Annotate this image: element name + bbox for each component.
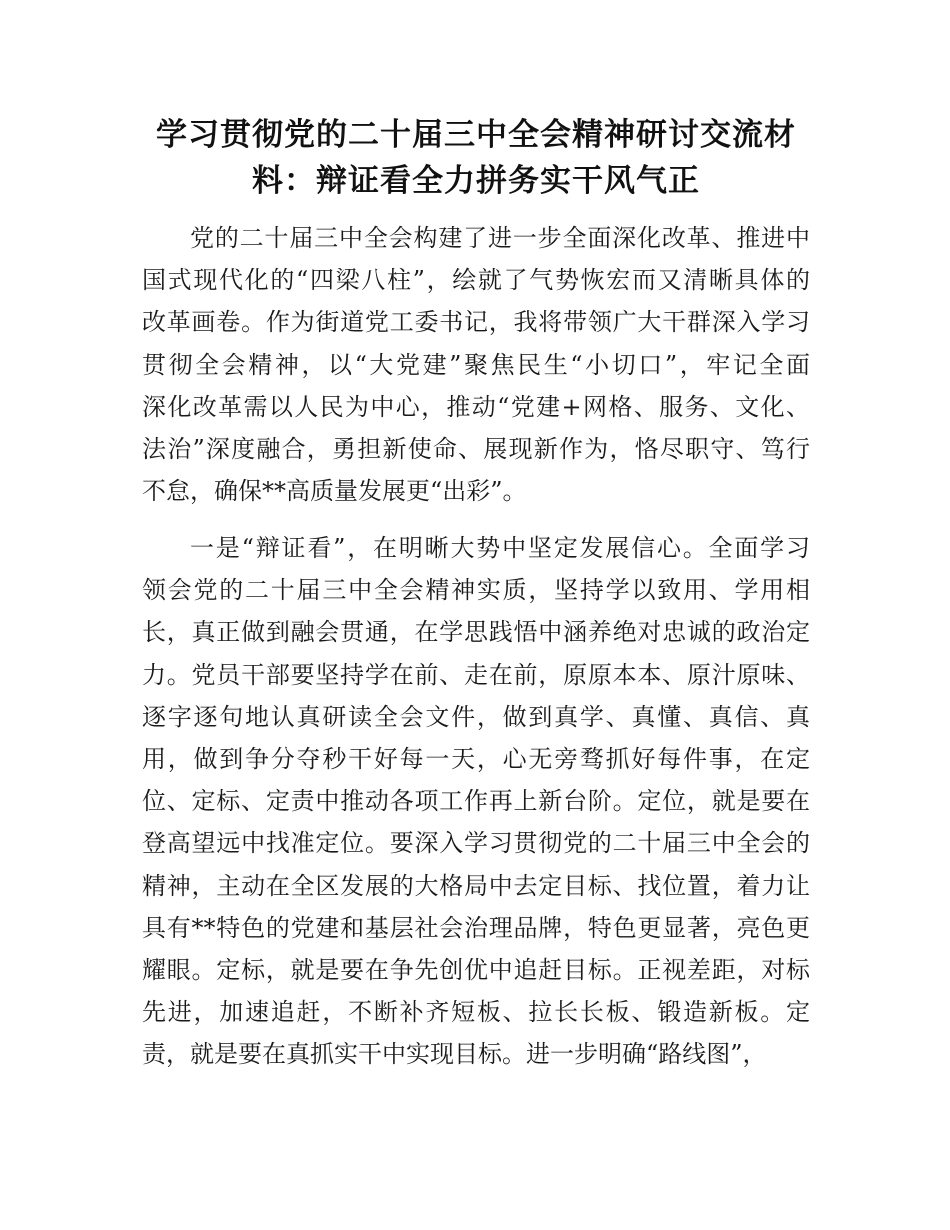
paragraph-line: 领会党的二十届三中全会精神实质，坚持学以致用、学用相: [142, 576, 810, 605]
paragraph-line: 力。党员干部要坚持学在前、走在前，原原本本、原汁原味、: [142, 660, 810, 689]
paragraph-line: 用，做到争分夺秒干好每一天，心无旁骛抓好每件事，在定: [142, 745, 810, 774]
paragraph-line: 精神，主动在全区发展的大格局中去定目标、找位置，着力让: [142, 871, 810, 900]
paragraph-line: 位、定标、定责中推动各项工作再上新台阶。定位，就是要在: [142, 787, 810, 816]
paragraph-line: 国式现代化的“四梁八柱”，绘就了气势恢宏而又清晰具体的: [142, 266, 810, 295]
paragraph-line: 责，就是要在真抓实干中实现目标。进一步明确“路线图”，: [142, 1040, 767, 1069]
paragraph-line: 具有**特色的党建和基层社会治理品牌，特色更显著，亮色更: [142, 913, 810, 942]
paragraph-line: 深化改革需以人民为中心，推动“党建+网格、服务、文化、: [142, 392, 810, 421]
paragraph-line: 长，真正做到融会贯通，在学思践悟中涵养绝对忠诚的政治定: [142, 618, 810, 647]
paragraph-line: 不怠，确保**高质量发展更“出彩”。: [142, 477, 527, 506]
title-line-2: 料：辩证看全力拼务实干风气正: [252, 163, 700, 199]
paragraph-line: 先进，加速追赶，不断补齐短板、拉长长板、锻造新板。定: [142, 998, 810, 1027]
paragraph-intro: [142, 217, 810, 512]
title-line-1: 学习贯彻党的二十届三中全会精神研讨交流材: [156, 117, 796, 153]
paragraph-line: 耀眼。定标，就是要在争先创优中追赶目标。正视差距，对标: [142, 956, 810, 985]
paragraph-line: 改革画卷。作为街道党工委书记，我将带领广大干群深入学习: [142, 308, 810, 337]
paragraph-line: 法治”深度融合，勇担新使命、展现新作为，恪尽职守、笃行: [142, 435, 810, 464]
paragraph-line: 登高望远中找准定位。要深入学习贯彻党的二十届三中全会的: [142, 829, 810, 858]
paragraph-line: 党的二十届三中全会构建了进一步全面深化改革、推进中: [190, 224, 810, 252]
paragraph-point-one: [142, 527, 810, 1076]
document-title: [140, 112, 812, 204]
paragraph-line: 逐字逐句地认真研读全会文件，做到真学、真懂、真信、真: [142, 702, 810, 731]
paragraph-line: 贯彻全会精神，以“大党建”聚焦民生“小切口”，牢记全面: [142, 350, 810, 379]
paragraph-line: 一是“辩证看”，在明晰大势中坚定发展信心。全面学习: [190, 534, 810, 562]
